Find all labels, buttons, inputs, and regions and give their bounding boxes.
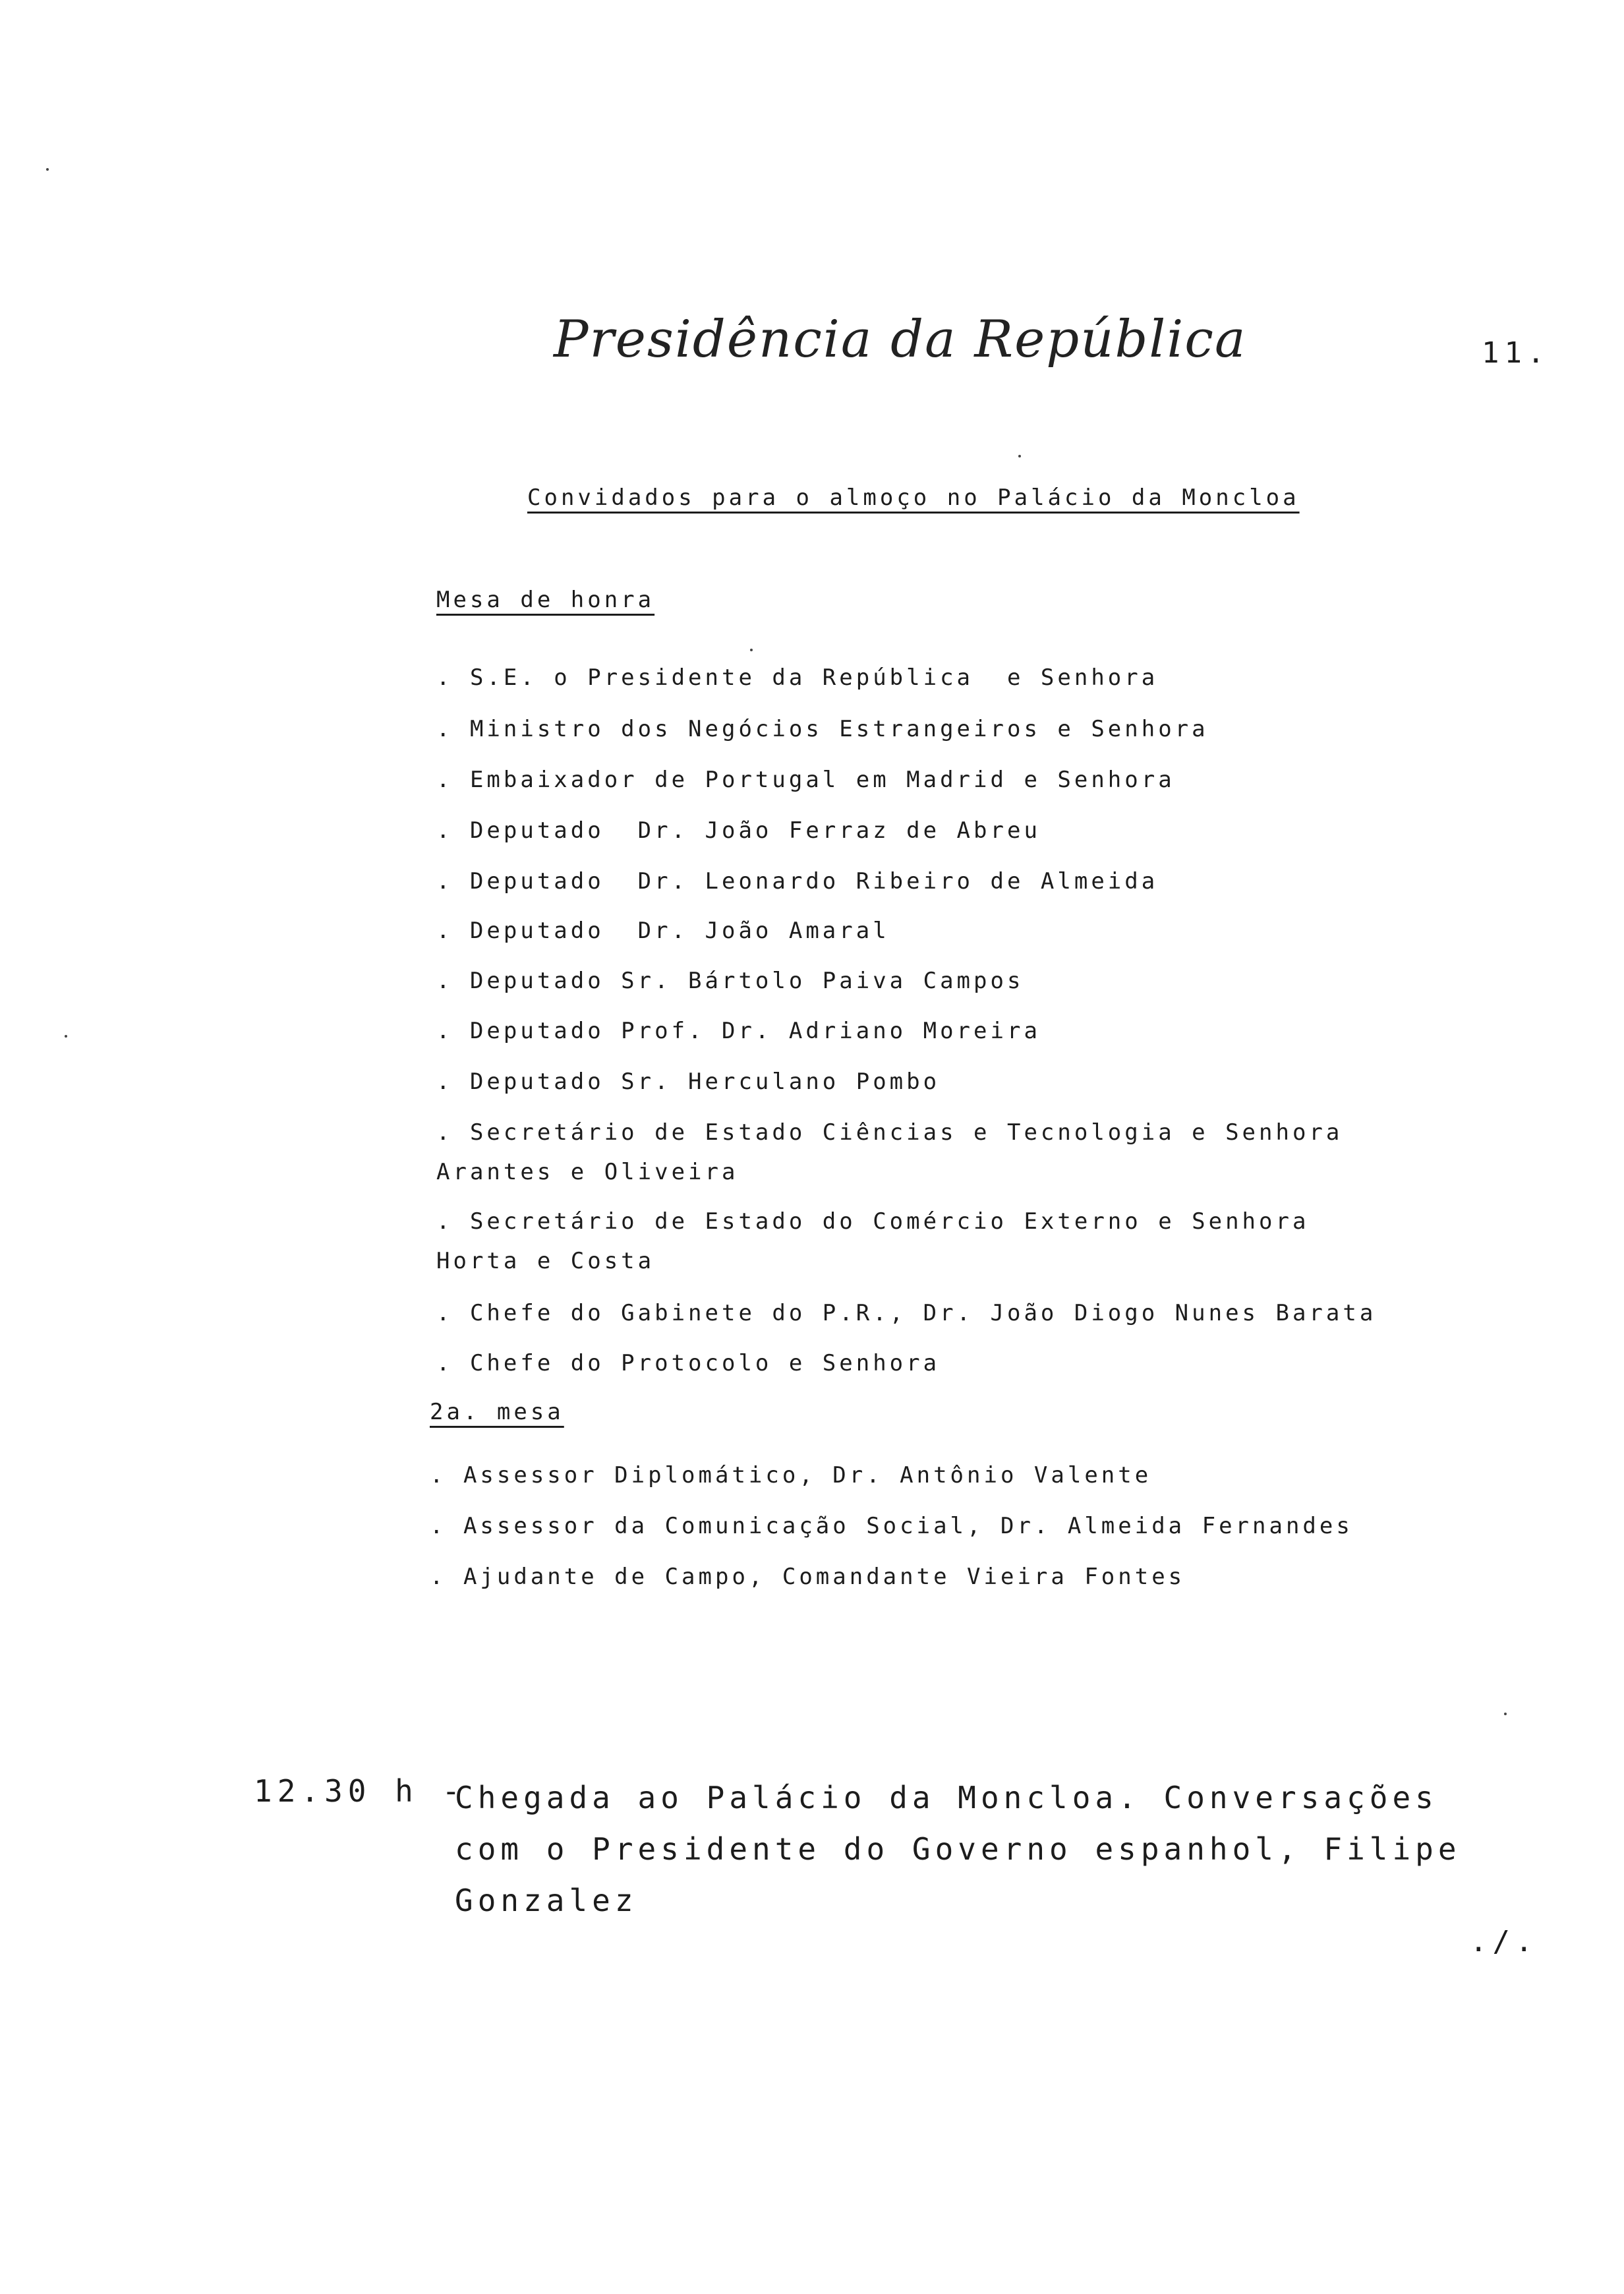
list-item: . Ministro dos Negócios Estrangeiros e Senhora — [436, 716, 1209, 742]
document-title: Convidados para o almoço no Palácio da Moncloa — [527, 485, 1300, 511]
schedule-time: 12.30 h - — [254, 1773, 466, 1809]
scan-speck — [1018, 455, 1021, 457]
page-number: 11. — [1482, 336, 1550, 370]
list-item: . Secretário de Estado Ciências e Tecnologia e Senhora Arantes e Oliveira — [436, 1119, 1360, 1185]
list-item: . Chefe do Protocolo e Senhora — [436, 1350, 941, 1376]
scan-speck — [1504, 1713, 1507, 1715]
section-heading-mesa-de-honra: Mesa de honra — [436, 587, 655, 613]
continuation-mark: ./. — [1470, 1925, 1538, 1958]
scan-speck — [46, 168, 49, 171]
list-item: . Embaixador de Portugal em Madrid e Senhora — [436, 767, 1175, 793]
list-item: . Assessor da Comunicação Social, Dr. Almeida Fernandes — [430, 1513, 1353, 1539]
list-item: . Chefe do Gabinete do P.R., Dr. João Diogo Nunes Barata — [436, 1300, 1377, 1326]
list-item: . S.E. o Presidente da República e Senhora — [436, 664, 1159, 691]
list-item: . Deputado Dr. João Ferraz de Abreu — [436, 817, 1041, 844]
list-item: . Deputado Dr. Leonardo Ribeiro de Almeida — [436, 868, 1159, 895]
list-item: . Deputado Sr. Herculano Pombo — [436, 1069, 941, 1095]
section-heading-2a-mesa: 2a. mesa — [430, 1399, 564, 1425]
list-item: . Deputado Dr. João Amaral — [436, 918, 890, 944]
list-item: . Deputado Sr. Bártolo Paiva Campos — [436, 968, 1024, 994]
scan-speck — [65, 1035, 67, 1038]
list-item: . Assessor Diplomático, Dr. Antônio Valente — [430, 1462, 1152, 1488]
list-item: . Ajudante de Campo, Comandante Vieira Fontes — [430, 1564, 1186, 1590]
letterhead-presidencia: Presidência da República — [554, 310, 1247, 369]
list-item: . Deputado Prof. Dr. Adriano Moreira — [436, 1018, 1041, 1044]
list-item: . Secretário de Estado do Comércio Externo e Senhora Horta e Costa — [436, 1208, 1326, 1274]
schedule-description: Chegada ao Palácio da Moncloa. Conversações com o Presidente do Governo espanhol, Filipe Gonzalez — [455, 1780, 1461, 1918]
scan-speck — [750, 649, 753, 651]
